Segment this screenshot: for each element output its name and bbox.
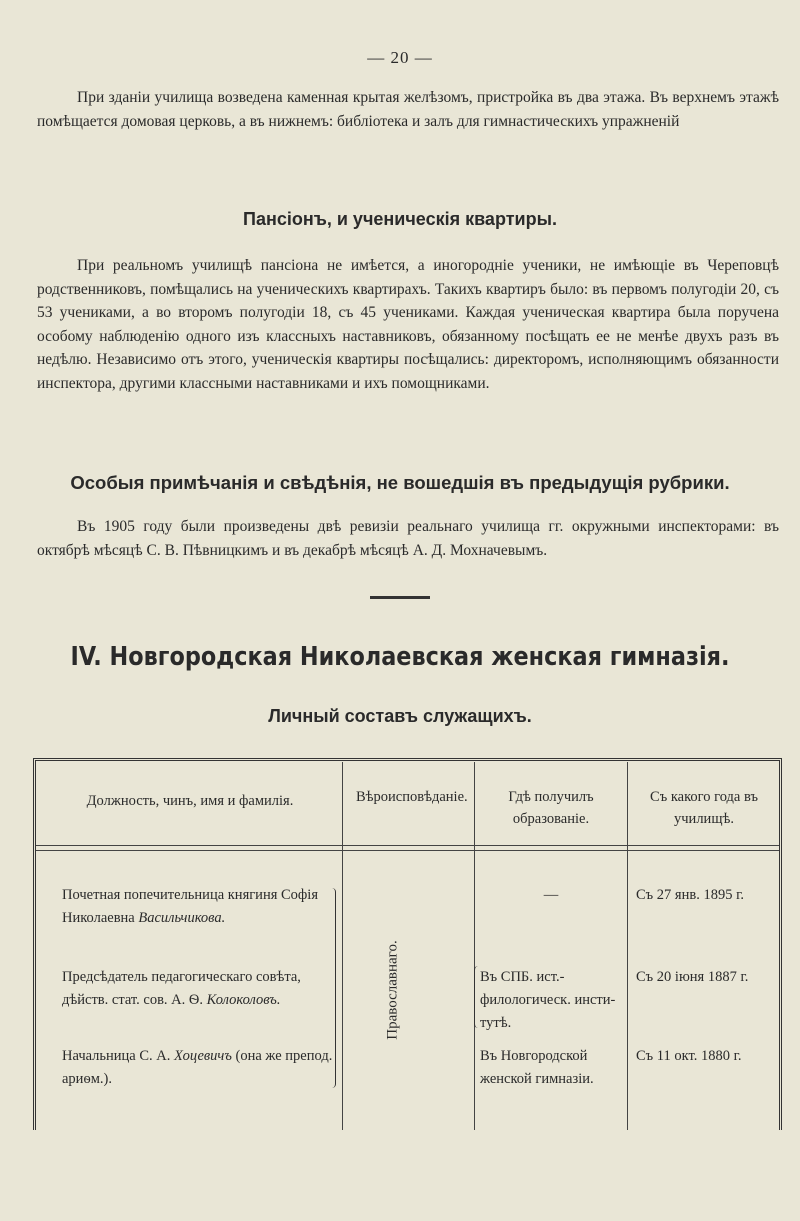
table-header-position: Должность, чинъ, имя и фамилія. bbox=[86, 793, 294, 809]
table-header-rule bbox=[36, 845, 779, 846]
table-cell-education: Въ Новгородской женской гимназіи. bbox=[480, 1048, 594, 1087]
table-cell-since: Съ 27 янв. 1895 г. bbox=[636, 887, 745, 903]
table-column-divider bbox=[474, 762, 475, 1130]
table-cell-position: Почетная попечительница княгиня Софія Николаевна Васильчикова. bbox=[62, 887, 319, 926]
table-column-divider bbox=[342, 762, 343, 1130]
row-brace bbox=[332, 888, 336, 1088]
table-cell-position: Начальница С. А. Хоцевичъ (она же препод. ариѳм.). bbox=[62, 1048, 333, 1087]
section-divider bbox=[370, 596, 430, 599]
table-header-religion: Вѣроисповѣданіе. bbox=[356, 789, 468, 805]
paragraph-boarding: При реальномъ училищѣ пансіона не имѣется, а иногородніе ученики, не имѣющіе въ Череповцѣ родственниковъ, помѣщались на ученическихъ квартирахъ. Такихъ квартиръ было: въ первомъ полугодіи 20, съ 53 учениками, а во второмъ полугодіи 18, съ 45 учениками. Каждая ученическая квартира была поручена особому наблюденію одного изъ классныхъ наставниковъ, обязанному посѣщать ее не менѣе двухъ разъ въ недѣлю. Независимо отъ этого, ученическія квартиры посѣщались: директоромъ, исполняющимъ обязанности инспектора, другими классными наставниками и ихъ помощниками. bbox=[37, 257, 779, 392]
table-cell-education: Въ СПБ. ист.-филологическ. инсти-тутѣ. bbox=[480, 969, 616, 1031]
section-title: IV. Новгородская Николаевская женская гимназія. bbox=[70, 642, 730, 672]
table-cell-position: Предсѣдатель педагогическаго совѣта, дѣйств. стат. сов. А. Ѳ. Колоколовъ. bbox=[62, 969, 301, 1008]
staff-name: Хоцевичъ bbox=[174, 1048, 232, 1064]
table-column-divider bbox=[627, 762, 628, 1130]
table-cell-religion: Православнаго. bbox=[384, 940, 401, 1040]
table-cell-education: — bbox=[543, 887, 559, 903]
page-number: — 20 — bbox=[367, 48, 433, 67]
heading-boarding: Пансіонъ, и ученическія квартиры. bbox=[243, 209, 557, 229]
staff-subtitle: Личный составъ служащихъ. bbox=[268, 706, 532, 726]
education-brace bbox=[474, 966, 478, 1028]
table-cell-since: Съ 20 іюня 1887 г. bbox=[636, 969, 749, 985]
paragraph-building: При зданіи училища возведена каменная крытая желѣзомъ, пристройка въ два этажа. Въ верхнемъ этажѣ помѣщается домовая церковь, а въ нижнемъ: библіотека и залъ для гимнастическихъ упражненій bbox=[37, 89, 779, 130]
staff-name: Васильчикова. bbox=[138, 910, 226, 926]
heading-remarks: Особыя примѣчанія и свѣдѣнія, не вошедшія въ предыдущія рубрики. bbox=[70, 472, 730, 493]
table-header-rule bbox=[36, 850, 779, 851]
table-header-education: Гдѣ получилъ образованіе. bbox=[508, 789, 594, 827]
paragraph-remarks: Въ 1905 году были произведены двѣ ревизіи реальнаго училища гг. окружными инспекторами: въ октябрѣ мѣсяцѣ С. В. Пѣвницкимъ и въ декабрѣ мѣсяцѣ А. Д. Мохначевымъ. bbox=[37, 518, 779, 559]
table-cell-since: Съ 11 окт. 1880 г. bbox=[636, 1048, 742, 1064]
staff-name: Колоколовъ. bbox=[206, 992, 281, 1008]
table-header-since: Съ какого года въ училищѣ. bbox=[650, 789, 758, 827]
